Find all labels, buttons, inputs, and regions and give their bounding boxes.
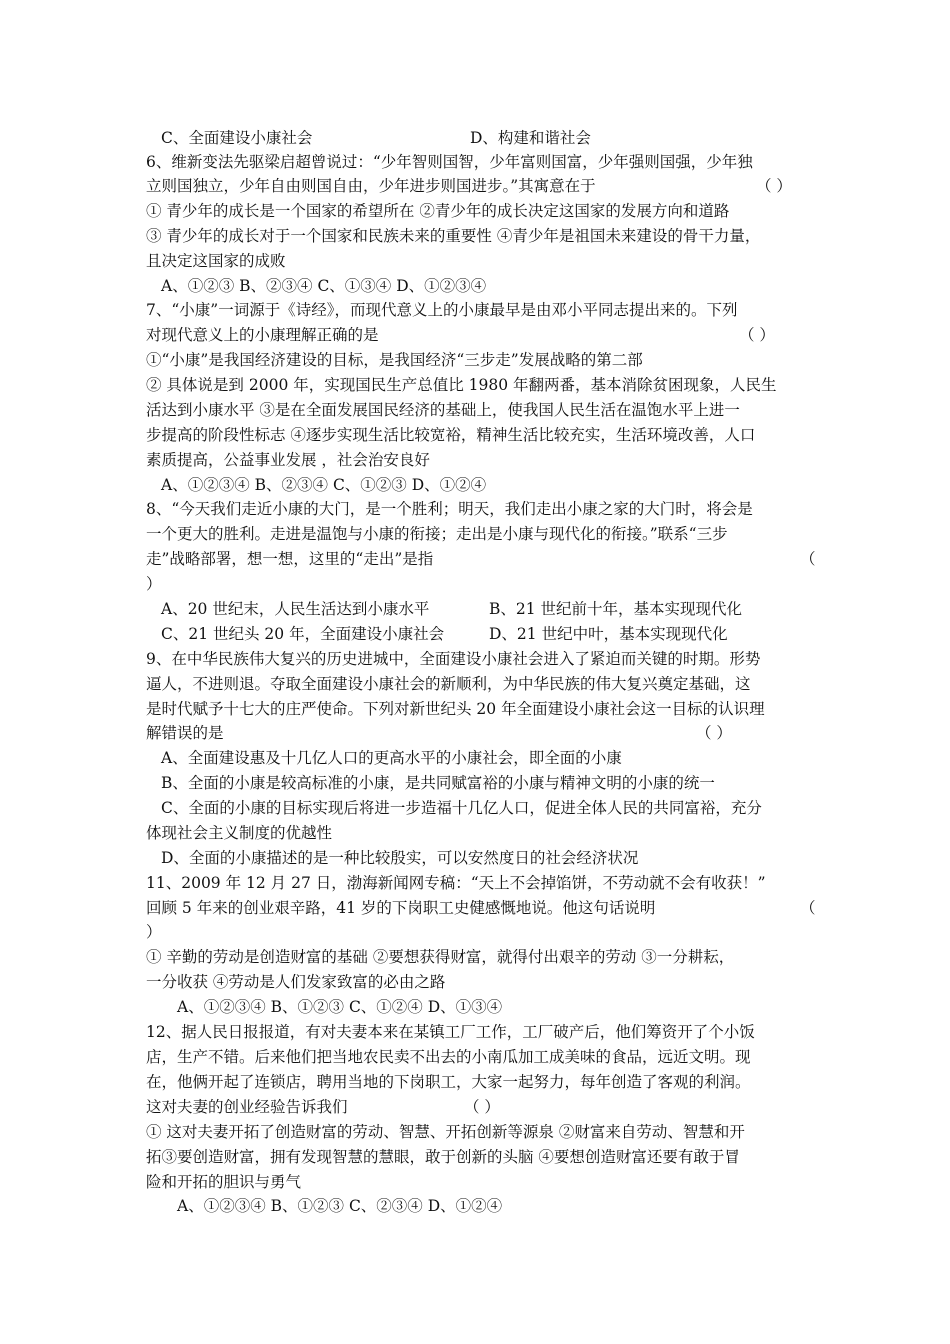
answer-bracket: （: [800, 550, 816, 568]
option-d: D、21 世纪中叶，基本实现现代化: [489, 625, 728, 643]
statement-line: 素质提高，公益事业发展 ，社会治安良好: [146, 451, 430, 469]
option-line-a-b: [161, 597, 831, 621]
question-9-line: [146, 721, 816, 745]
answer-bracket: （ ）: [464, 1098, 500, 1116]
question-9-line: 逼人，不进则退。夺取全面建设小康社会的新顺利，为中华民族的伟大复兴奠定基础，这: [146, 675, 751, 693]
statement-line: ② 具体说是到 2000 年，实现国民生产总值比 1980 年翻两番，基本消除贫困现象，人民生: [146, 376, 777, 394]
option-d: D、构建和谐社会: [470, 129, 591, 147]
answer-bracket: ）: [146, 923, 162, 941]
option-c: C、全面建设小康社会: [161, 129, 313, 147]
answer-bracket: （ ）: [756, 177, 792, 195]
statement-line: ①“小康”是我国经济建设的目标，是我国经济“三步走”发展战略的第二部: [146, 351, 643, 369]
statement-line: 拓③要创造财富，拥有发现智慧的慧眼，敢于创新的头脑 ④要想创造财富还要有敢于冒: [146, 1148, 740, 1166]
option-b: B、21 世纪前十年，基本实现现代化: [489, 600, 743, 618]
question-12-line: 店，生产不错。后来他们把当地农民卖不出去的小南瓜加工成美味的食品，远近文明。现: [146, 1048, 751, 1066]
question-12-line: 12、据人民日报报道，有对夫妻本来在某镇工厂工作，工厂破产后，他们筹资开了个小饭: [146, 1023, 755, 1041]
statement-line: 活达到小康水平 ③是在全面发展国民经济的基础上，使我国人民生活在温饱水平上进一: [146, 401, 740, 419]
option-b: B、全面的小康是较高标准的小康，是共同赋富裕的小康与精神文明的小康的统一: [161, 774, 715, 792]
answer-bracket: （: [800, 899, 816, 917]
question-text: 回顾 5 年来的创业艰辛路，41 岁的下岗职工史健感慨地说。他这句话说明: [146, 899, 656, 917]
statement-line: 且决定这国家的成败: [146, 252, 286, 270]
question-7-line: [146, 323, 816, 347]
question-8-line: 8、“今天我们走近小康的大门，是一个胜利；明天，我们走出小康之家的大门时，将会是: [146, 500, 753, 518]
answer-options: A、①②③④ B、②③④ C、①②③ D、①②④: [161, 476, 487, 494]
answer-options: A、①②③④ B、①②③ C、②③④ D、①②④: [177, 1197, 503, 1215]
option-d: D、全面的小康描述的是一种比较殷实，可以安然度日的社会经济状况: [161, 849, 639, 867]
question-text: 这对夫妻的创业经验告诉我们: [146, 1098, 348, 1116]
question-6-line: [146, 174, 816, 198]
option-c: C、21 世纪头 20 年，全面建设小康社会: [161, 625, 445, 643]
statement-line: ③ 青少年的成长对于一个国家和民族未来的重要性 ④青少年是祖国未来建设的骨干力量，: [146, 227, 761, 245]
question-9-line: 是时代赋予十七大的庄严使命。下列对新世纪头 20 年全面建设小康社会这一目标的认识理: [146, 700, 765, 718]
question-6-line: 6、维新变法先驱梁启超曾说过：“少年智则国智，少年富则国富，少年强则国强，少年独: [146, 153, 753, 171]
question-11-line: [146, 896, 816, 920]
question-text: 立则国独立，少年自由则国自由，少年进步则国进步。”其寓意在于: [146, 177, 596, 195]
question-text: 对现代意义上的小康理解正确的是: [146, 326, 379, 344]
question-8-line: [146, 547, 816, 571]
question-7-line: 7、“小康”一词源于《诗经》，而现代意义上的小康最早是由邓小平同志提出来的。下列: [146, 301, 738, 319]
question-11-line: 11、2009 年 12 月 27 日，渤海新闻网专稿：“天上不会掉馅饼，不劳动就不会有收获！”: [146, 874, 766, 892]
answer-bracket: ）: [146, 575, 162, 593]
question-9-line: 9、在中华民族伟大复兴的历史进城中，全面建设小康社会进入了紧迫而关键的时期。形势: [146, 650, 761, 668]
option-a: A、全面建设惠及十几亿人口的更高水平的小康社会，即全面的小康: [161, 749, 622, 767]
statement-line: 步提高的阶段性标志 ④逐步实现生活比较宽裕，精神生活比较充实，生活环境改善，人口: [146, 426, 756, 444]
option-a: A、20 世纪末，人民生活达到小康水平: [161, 600, 430, 618]
statement-line: 险和开拓的胆识与勇气: [146, 1173, 302, 1191]
question-12-line: [146, 1095, 816, 1119]
statement-line: ① 青少年的成长是一个国家的希望所在 ②青少年的成长决定这国家的发展方向和道路: [146, 202, 730, 220]
answer-bracket: （ ）: [739, 326, 775, 344]
statement-line: 一分收获 ④劳动是人们发家致富的必由之路: [146, 973, 446, 991]
answer-options: A、①②③ B、②③④ C、①③④ D、①②③④: [161, 277, 487, 295]
answer-options: A、①②③④ B、①②③ C、①②④ D、①③④: [177, 998, 503, 1016]
question-12-line: 在，他俩开起了连锁店，聘用当地的下岗职工，大家一起努力，每年创造了客观的利润。: [146, 1073, 751, 1091]
option-line-c-d: [161, 126, 831, 150]
question-text: 走”战略部署，想一想，这里的“走出”是指: [146, 550, 434, 568]
statement-line: ① 辛勤的劳动是创造财富的基础 ②要想获得财富，就得付出艰辛的劳动 ③一分耕耘，: [146, 948, 735, 966]
statement-line: ① 这对夫妻开拓了创造财富的劳动、智慧、开拓创新等源泉 ②财富来自劳动、智慧和开: [146, 1123, 745, 1141]
question-8-line: 一个更大的胜利。走进是温饱与小康的衔接；走出是小康与现代化的衔接。”联系“三步: [146, 525, 728, 543]
option-c: C、全面的小康的目标实现后将进一步造福十几亿人口，促进全体人民的共同富裕，充分: [161, 799, 762, 817]
option-c-continued: 体现社会主义制度的优越性: [146, 824, 333, 842]
option-line-c-d: [161, 622, 831, 646]
answer-bracket: （ ）: [696, 724, 732, 742]
question-text: 解错误的是: [146, 724, 224, 742]
